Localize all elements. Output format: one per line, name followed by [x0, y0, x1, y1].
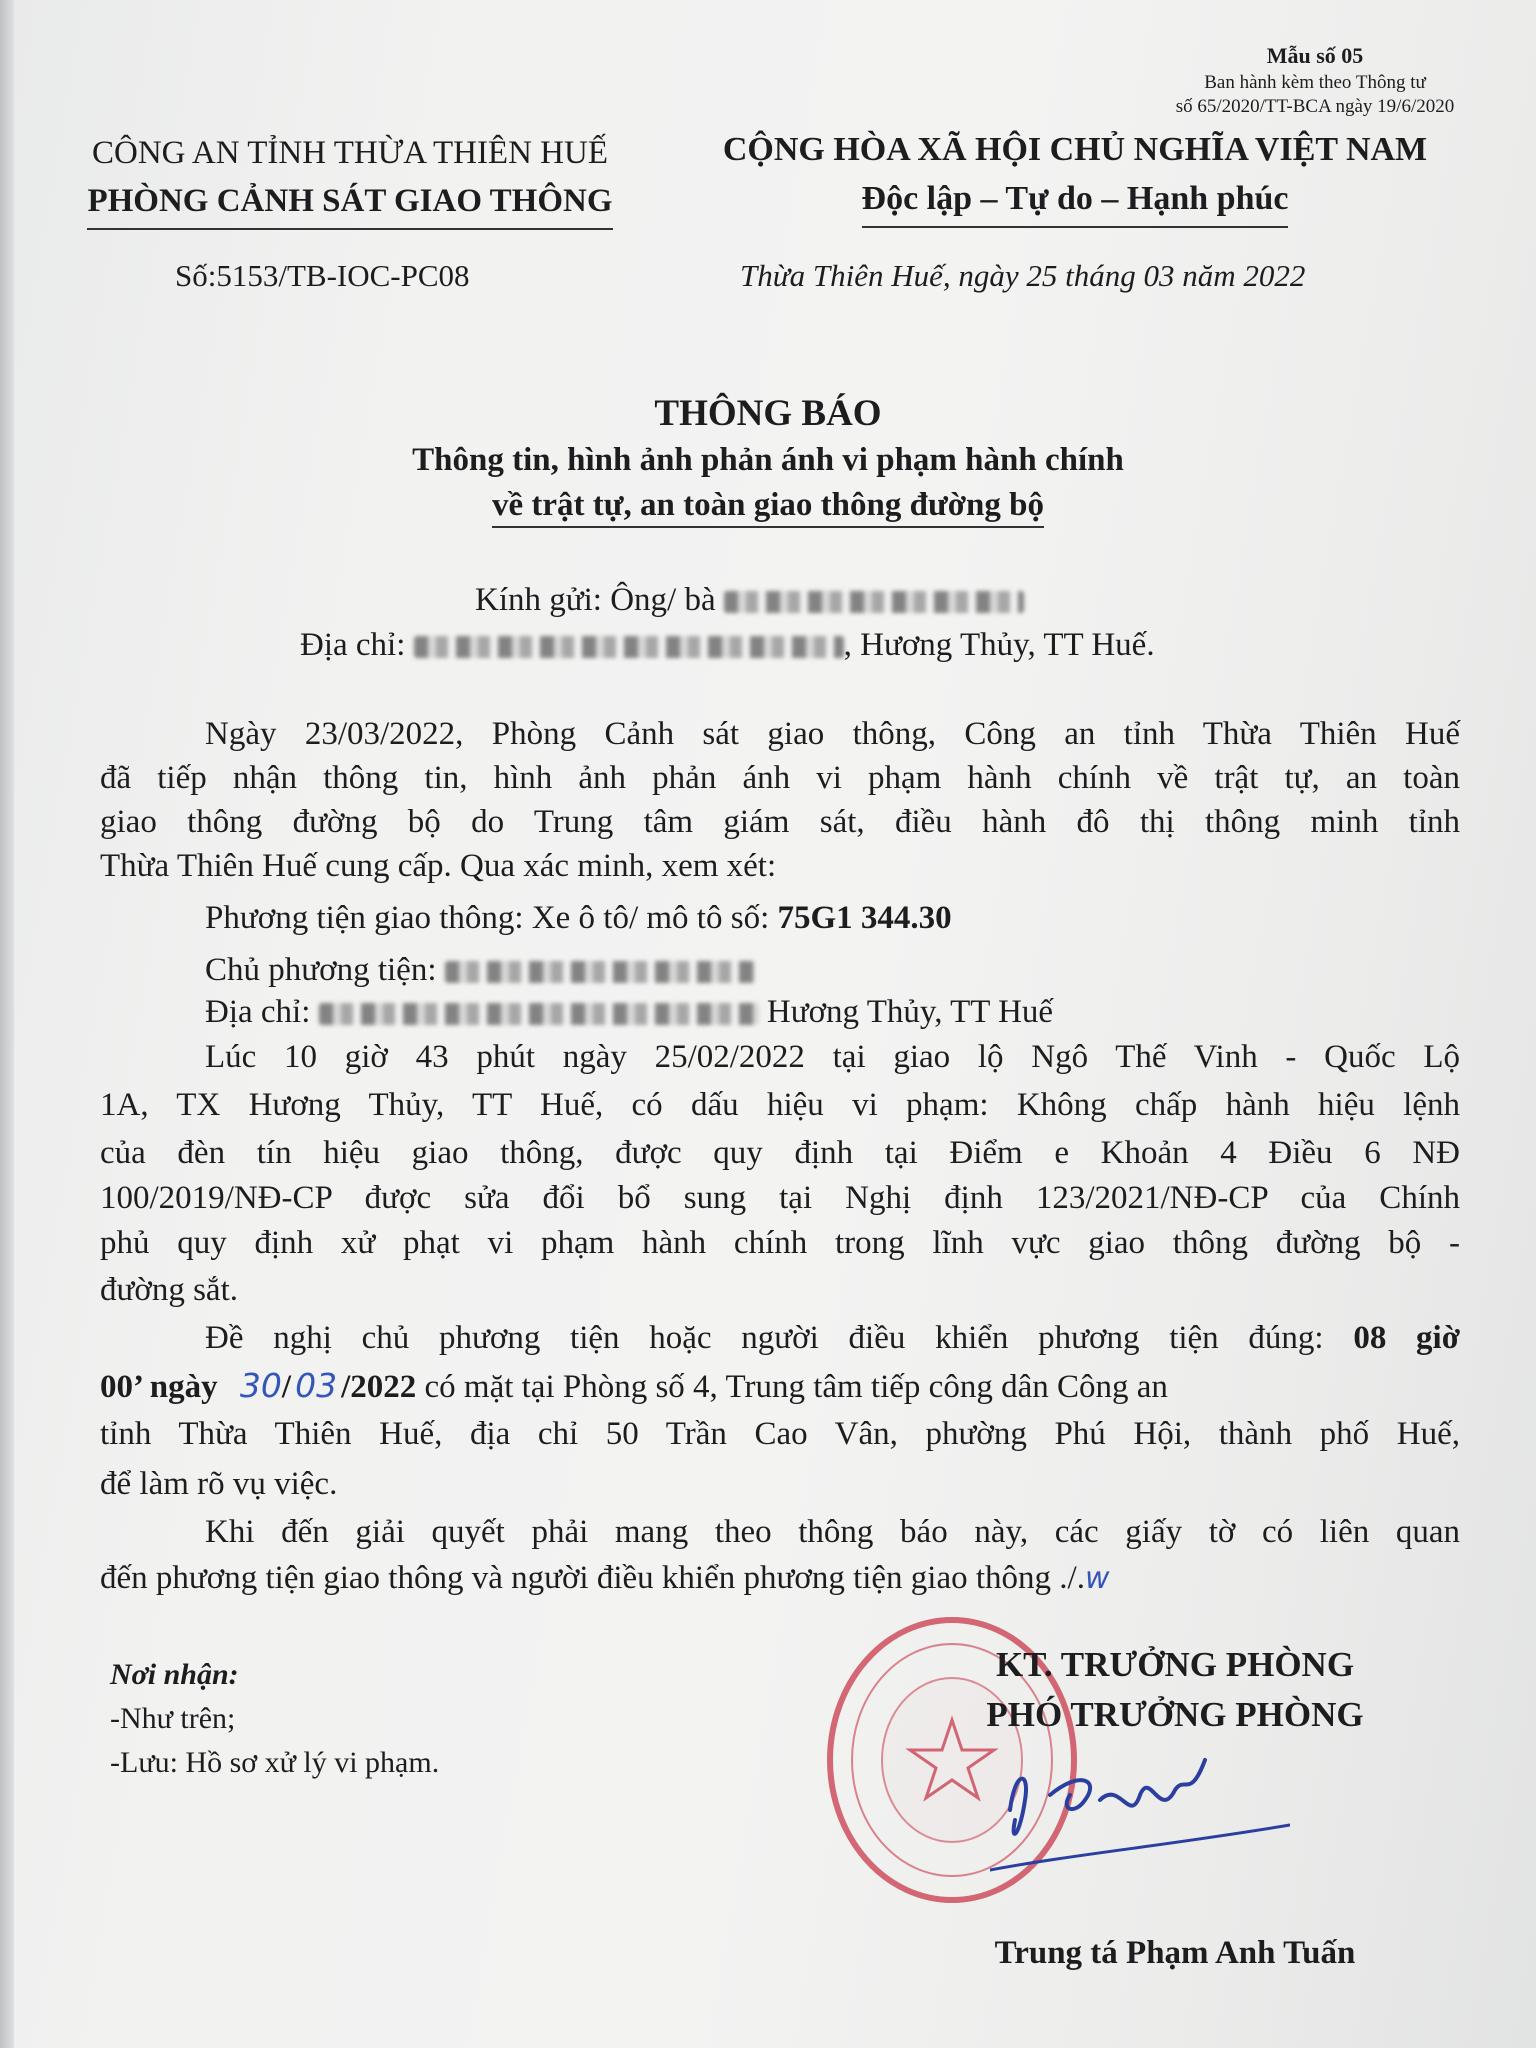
- paragraph-3-line-3: tỉnh Thừa Thiên Huế, địa chỉ 50 Trần Cao Vân, phường Phú Hội, thành phố Huế,: [100, 1416, 1460, 1452]
- paragraph-2-line-3: của đèn tín hiệu giao thông, được quy định tại Điểm e Khoản 4 Điều 6 NĐ: [100, 1135, 1460, 1171]
- recipient-greeting: Kính gửi: Ông/ bà: [475, 578, 1024, 622]
- handwritten-month: 03: [295, 1366, 338, 1405]
- recipients-item-2: -Lưu: Hồ sơ xử lý vi phạm.: [110, 1746, 440, 1779]
- agency-name: CÔNG AN TỈNH THỪA THIÊN HUẾ: [91, 135, 608, 171]
- recipients-item-1: -Như trên;: [110, 1702, 236, 1735]
- signature-title: [860, 1640, 1490, 1740]
- handwritten-initial: w: [1084, 1561, 1110, 1596]
- recipients-heading: Nơi nhận:: [110, 1658, 239, 1691]
- redacted-recipient-address: [414, 636, 844, 658]
- form-circular-line: số 65/2020/TT-BCA ngày 19/6/2020: [1175, 96, 1455, 118]
- signature-title-line-1: KT. TRƯỞNG PHÒNG: [995, 1645, 1355, 1684]
- handwritten-day: 30: [239, 1366, 282, 1405]
- paragraph-3-line-2: 00’ ngày 30/ 03 /2022 có mặt tại Phòng số 4, Trung tâm tiếp công dân Công an: [100, 1366, 1168, 1405]
- notice-title: THÔNG BÁO: [654, 393, 882, 434]
- paragraph-3-line-1: Đề nghị chủ phương tiện hoặc người điều khiển phương tiện đúng: 08 giờ: [205, 1320, 1460, 1356]
- form-issued-line: Ban hành kèm theo Thông tư: [1204, 71, 1426, 93]
- place-and-date: Thừa Thiên Huế, ngày 25 tháng 03 năm 2022: [740, 258, 1306, 293]
- paragraph-4-line-2: đến phương tiện giao thông và người điều khiển phương tiện giao thông ./.w: [100, 1560, 1110, 1596]
- paragraph-2-line-2: 1A, TX Hương Thủy, TT Huế, có dấu hiệu vi phạm: Không chấp hành hiệu lệnh: [100, 1087, 1460, 1123]
- form-reference: [1115, 42, 1515, 120]
- notice-subtitle-1: Thông tin, hình ảnh phản ánh vi phạm hành chính: [412, 442, 1124, 478]
- national-header: [680, 125, 1470, 228]
- paragraph-2-line-1: Lúc 10 giờ 43 phút ngày 25/02/2022 tại giao lộ Ngô Thế Vinh - Quốc Lộ: [205, 1039, 1460, 1075]
- paragraph-1-line-1: Ngày 23/03/2022, Phòng Cảnh sát giao thông, Công an tỉnh Thừa Thiên Huế: [205, 716, 1460, 752]
- national-motto: Độc lập – Tự do – Hạnh phúc: [680, 174, 1470, 227]
- signer-name: Trung tá Phạm Anh Tuấn: [994, 1935, 1356, 1971]
- form-number: Mẫu số 05: [1266, 43, 1364, 68]
- owner-address-line: Địa chỉ: Hương Thủy, TT Huế: [205, 994, 1054, 1030]
- country-name: CỘNG HÒA XÃ HỘI CHỦ NGHĨA VIỆT NAM: [722, 131, 1428, 168]
- owner-line: Chủ phương tiện:: [205, 948, 755, 992]
- redacted-owner-address: [319, 1003, 759, 1025]
- notice-subtitle-2: về trật tự, an toàn giao thông đường bộ: [0, 487, 1536, 524]
- paragraph-1-line-2: đã tiếp nhận thông tin, hình ảnh phản ánh vi phạm hành chính về trật tự, an toàn: [100, 760, 1460, 796]
- paragraph-1-line-3: giao thông đường bộ do Trung tâm giám sát, điều hành đô thị thông minh tỉnh: [100, 804, 1460, 840]
- recipient-address: Địa chỉ: , Hương Thủy, TT Huế.: [300, 627, 1155, 663]
- redacted-owner-name: [445, 961, 755, 983]
- redacted-recipient-name: [724, 591, 1024, 613]
- paragraph-4-line-1: Khi đến giải quyết phải mang theo thông báo này, các giấy tờ có liên quan: [205, 1514, 1460, 1550]
- license-plate: 75G1 344.30: [777, 900, 952, 936]
- department-name: PHÒNG CẢNH SÁT GIAO THÔNG: [40, 178, 660, 230]
- page-shadow-edge: [0, 0, 14, 2048]
- vehicle-line: Phương tiện giao thông: Xe ô tô/ mô tô số: 75G1 344.30: [205, 900, 952, 936]
- paragraph-2-line-5: phủ quy định xử phạt vi phạm hành chính trong lĩnh vực giao thông đường bộ -: [100, 1225, 1460, 1261]
- recipients-block: [110, 1653, 439, 1785]
- handwritten-signature: [990, 1740, 1290, 1890]
- document-number: Số:5153/TB-IOC-PC08: [175, 258, 470, 293]
- paragraph-2-line-6: đường sắt.: [100, 1272, 238, 1308]
- signature-title-line-2: PHÓ TRƯỞNG PHÒNG: [986, 1695, 1364, 1734]
- paragraph-1-line-4: Thừa Thiên Huế cung cấp. Qua xác minh, xem xét:: [100, 848, 777, 884]
- issuing-agency-header: [40, 130, 660, 230]
- paragraph-2-line-4: 100/2019/NĐ-CP được sửa đổi bổ sung tại Nghị định 123/2021/NĐ-CP của Chính: [100, 1180, 1460, 1216]
- paragraph-3-line-4: để làm rõ vụ việc.: [100, 1466, 338, 1502]
